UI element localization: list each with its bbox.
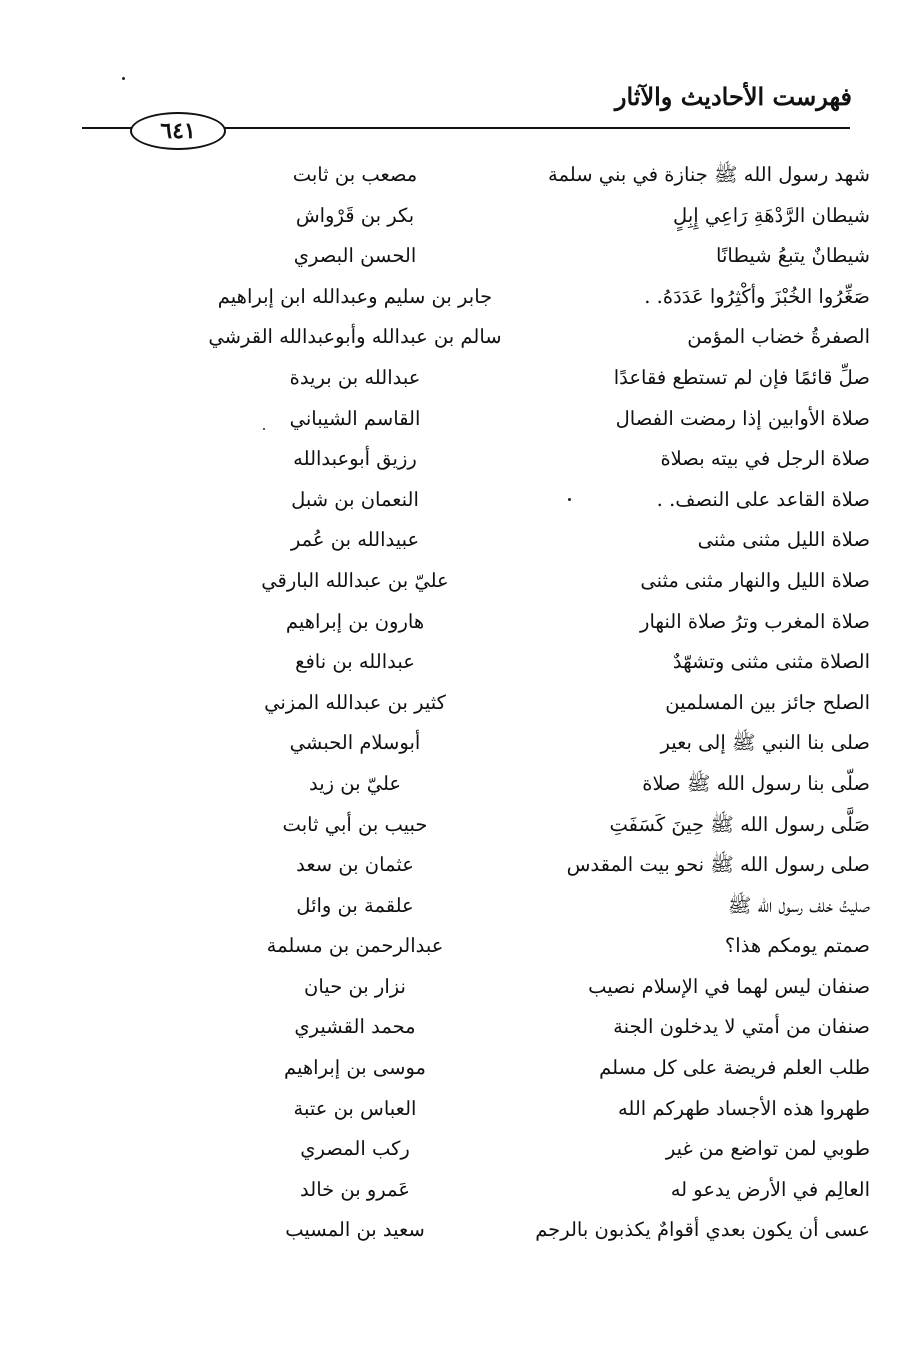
hadith-text: صلاة الليل مثنى مثنى — [697, 528, 870, 552]
narrator-name: أبوسلام الحبشي — [289, 731, 421, 755]
narrator-name: عبيدالله بن عُمر — [290, 528, 420, 552]
hadith-text: شيطانٌ يتبعُ شيطانًا — [716, 244, 870, 268]
hadith-text: عسى أن يكون بعدي أقوامٌ يكذبون بالرجم — [535, 1218, 870, 1242]
index-row — [200, 603, 880, 644]
hadith-text: شيطان الرَّدْهَةِ رَاعِي إِبِلٍ — [673, 203, 870, 227]
index-row — [200, 806, 880, 847]
narrator-name: عليّ بن زيد — [308, 771, 402, 795]
narrator-name: عليّ بن عبدالله البارقي — [261, 568, 449, 592]
hadith-text: صلاة المغرب وترُ صلاة النهار — [640, 609, 870, 633]
index-row — [200, 197, 880, 238]
index-row — [200, 440, 880, 481]
hadith-text: صلاة الليل والنهار مثنى مثنى — [640, 568, 870, 592]
hadith-text: صلى رسول الله ﷺ نحو بيت المقدس — [566, 853, 870, 877]
index-row — [200, 927, 880, 968]
hadith-text: طهروا هذه الأجساد طهركم الله — [617, 1096, 870, 1120]
index-row — [200, 846, 880, 887]
hadith-text: صلِّ قائمًا فإن لم تستطع فقاعدًا — [613, 365, 870, 389]
hadith-text: صنفان ليس لهما في الإسلام نصيب — [588, 974, 870, 998]
hadith-text: العالِم في الأرض يدعو له — [670, 1177, 870, 1201]
index-row — [200, 684, 880, 725]
narrator-name: النعمان بن شبل — [291, 487, 419, 511]
index-row — [200, 1171, 880, 1212]
narrator-name: عَمرو بن خالد — [300, 1177, 410, 1201]
narrator-name: عبدالله بن نافع — [295, 650, 415, 674]
hadith-text: صَلَّى رسول الله ﷺ حِينَ كَسَفَتِ — [609, 812, 870, 836]
hadith-text: طوبي لمن تواضع من غير — [665, 1137, 870, 1161]
narrator-name: القاسم الشيباني — [289, 406, 421, 430]
index-row — [200, 643, 880, 684]
index-row — [200, 1008, 880, 1049]
narrator-name: هارون بن إبراهيم — [285, 609, 425, 633]
narrator-name: حبيب بن أبي ثابت — [282, 812, 428, 836]
narrator-name: بكر بن قَرْواش — [295, 203, 415, 227]
narrator-name: محمد القشيري — [294, 1015, 416, 1039]
hadith-text: الصلاة مثنى مثنى وتشهّدٌ — [672, 650, 870, 674]
index-row — [200, 887, 880, 928]
narrator-name: موسى بن إبراهيم — [284, 1056, 426, 1080]
narrator-name: علقمة بن وائل — [296, 893, 414, 917]
index-row — [200, 1130, 880, 1171]
index-row — [200, 765, 880, 806]
hadith-text: صمتم يومكم هذا؟ — [724, 934, 870, 958]
index-row — [200, 1090, 880, 1131]
hadith-text: شهد رسول الله ﷺ جنازة في بني سلمة — [548, 163, 870, 186]
index-row — [200, 1049, 880, 1090]
hadith-text: صلى بنا النبي ﷺ إلى بعير — [660, 731, 870, 755]
hadith-text: صنفان من أمتي لا يدخلون الجنة — [613, 1015, 870, 1039]
narrator-name: الحسن البصري — [293, 244, 417, 268]
narrator-name: جابر بن سليم وعبدالله ابن إبراهيم — [217, 284, 493, 308]
index-row — [200, 724, 880, 765]
hadith-text: صلاة الأوابين إذا رمضت الفصال — [615, 406, 870, 430]
page-number: ٦٤١ — [130, 112, 226, 150]
narrator-name: عبدالله بن بريدة — [289, 365, 421, 389]
index-row — [200, 278, 880, 319]
index-row — [200, 400, 880, 441]
hadith-text: الصلح جائز بين المسلمين — [665, 690, 870, 714]
hadith-text: صلاة الرجل في بيته بصلاة — [660, 447, 870, 471]
narrator-name: كثير بن عبدالله المزني — [264, 690, 446, 714]
narrator-name: رزيق أبوعبدالله — [293, 447, 417, 471]
index-row — [200, 968, 880, 1009]
index-row — [200, 1211, 880, 1252]
hadith-text: صلاة القاعد على النصف. . — [656, 487, 870, 511]
narrator-name: عبدالرحمن بن مسلمة — [266, 934, 444, 958]
index-row — [200, 156, 880, 197]
index-row — [200, 562, 880, 603]
narrator-name: سالم بن عبدالله وأبوعبدالله القرشي — [208, 325, 502, 349]
index-row — [200, 359, 880, 400]
hadith-text: الصفرةُ خضاب المؤمن — [687, 325, 870, 349]
index-row — [200, 481, 880, 522]
hadith-text: صليتُ خلف رسول الله ﷺ — [727, 893, 870, 917]
stray-dot-mark — [122, 77, 125, 80]
narrator-name: نزار بن حيان — [304, 974, 406, 998]
index-row — [200, 237, 880, 278]
hadith-text: طلب العلم فريضة على كل مسلم — [599, 1056, 870, 1080]
page-title: فهرست الأحاديث والآثار — [614, 82, 852, 111]
narrator-name: مصعب بن ثابت — [292, 163, 418, 186]
hadith-text: صَغِّرُوا الخُبْزَ وأكْثِرُوا عَدَدَهُ. . — [644, 284, 870, 308]
index-row — [200, 318, 880, 359]
narrator-name: عثمان بن سعد — [296, 853, 414, 877]
hadith-text: صلّى بنا رسول الله ﷺ صلاة — [642, 771, 870, 795]
narrator-name: سعيد بن المسيب — [285, 1218, 425, 1242]
narrator-name: العباس بن عتبة — [293, 1096, 417, 1120]
narrator-name: ركب المصري — [300, 1137, 410, 1161]
hadith-index-list — [200, 156, 880, 1252]
index-row — [200, 521, 880, 562]
